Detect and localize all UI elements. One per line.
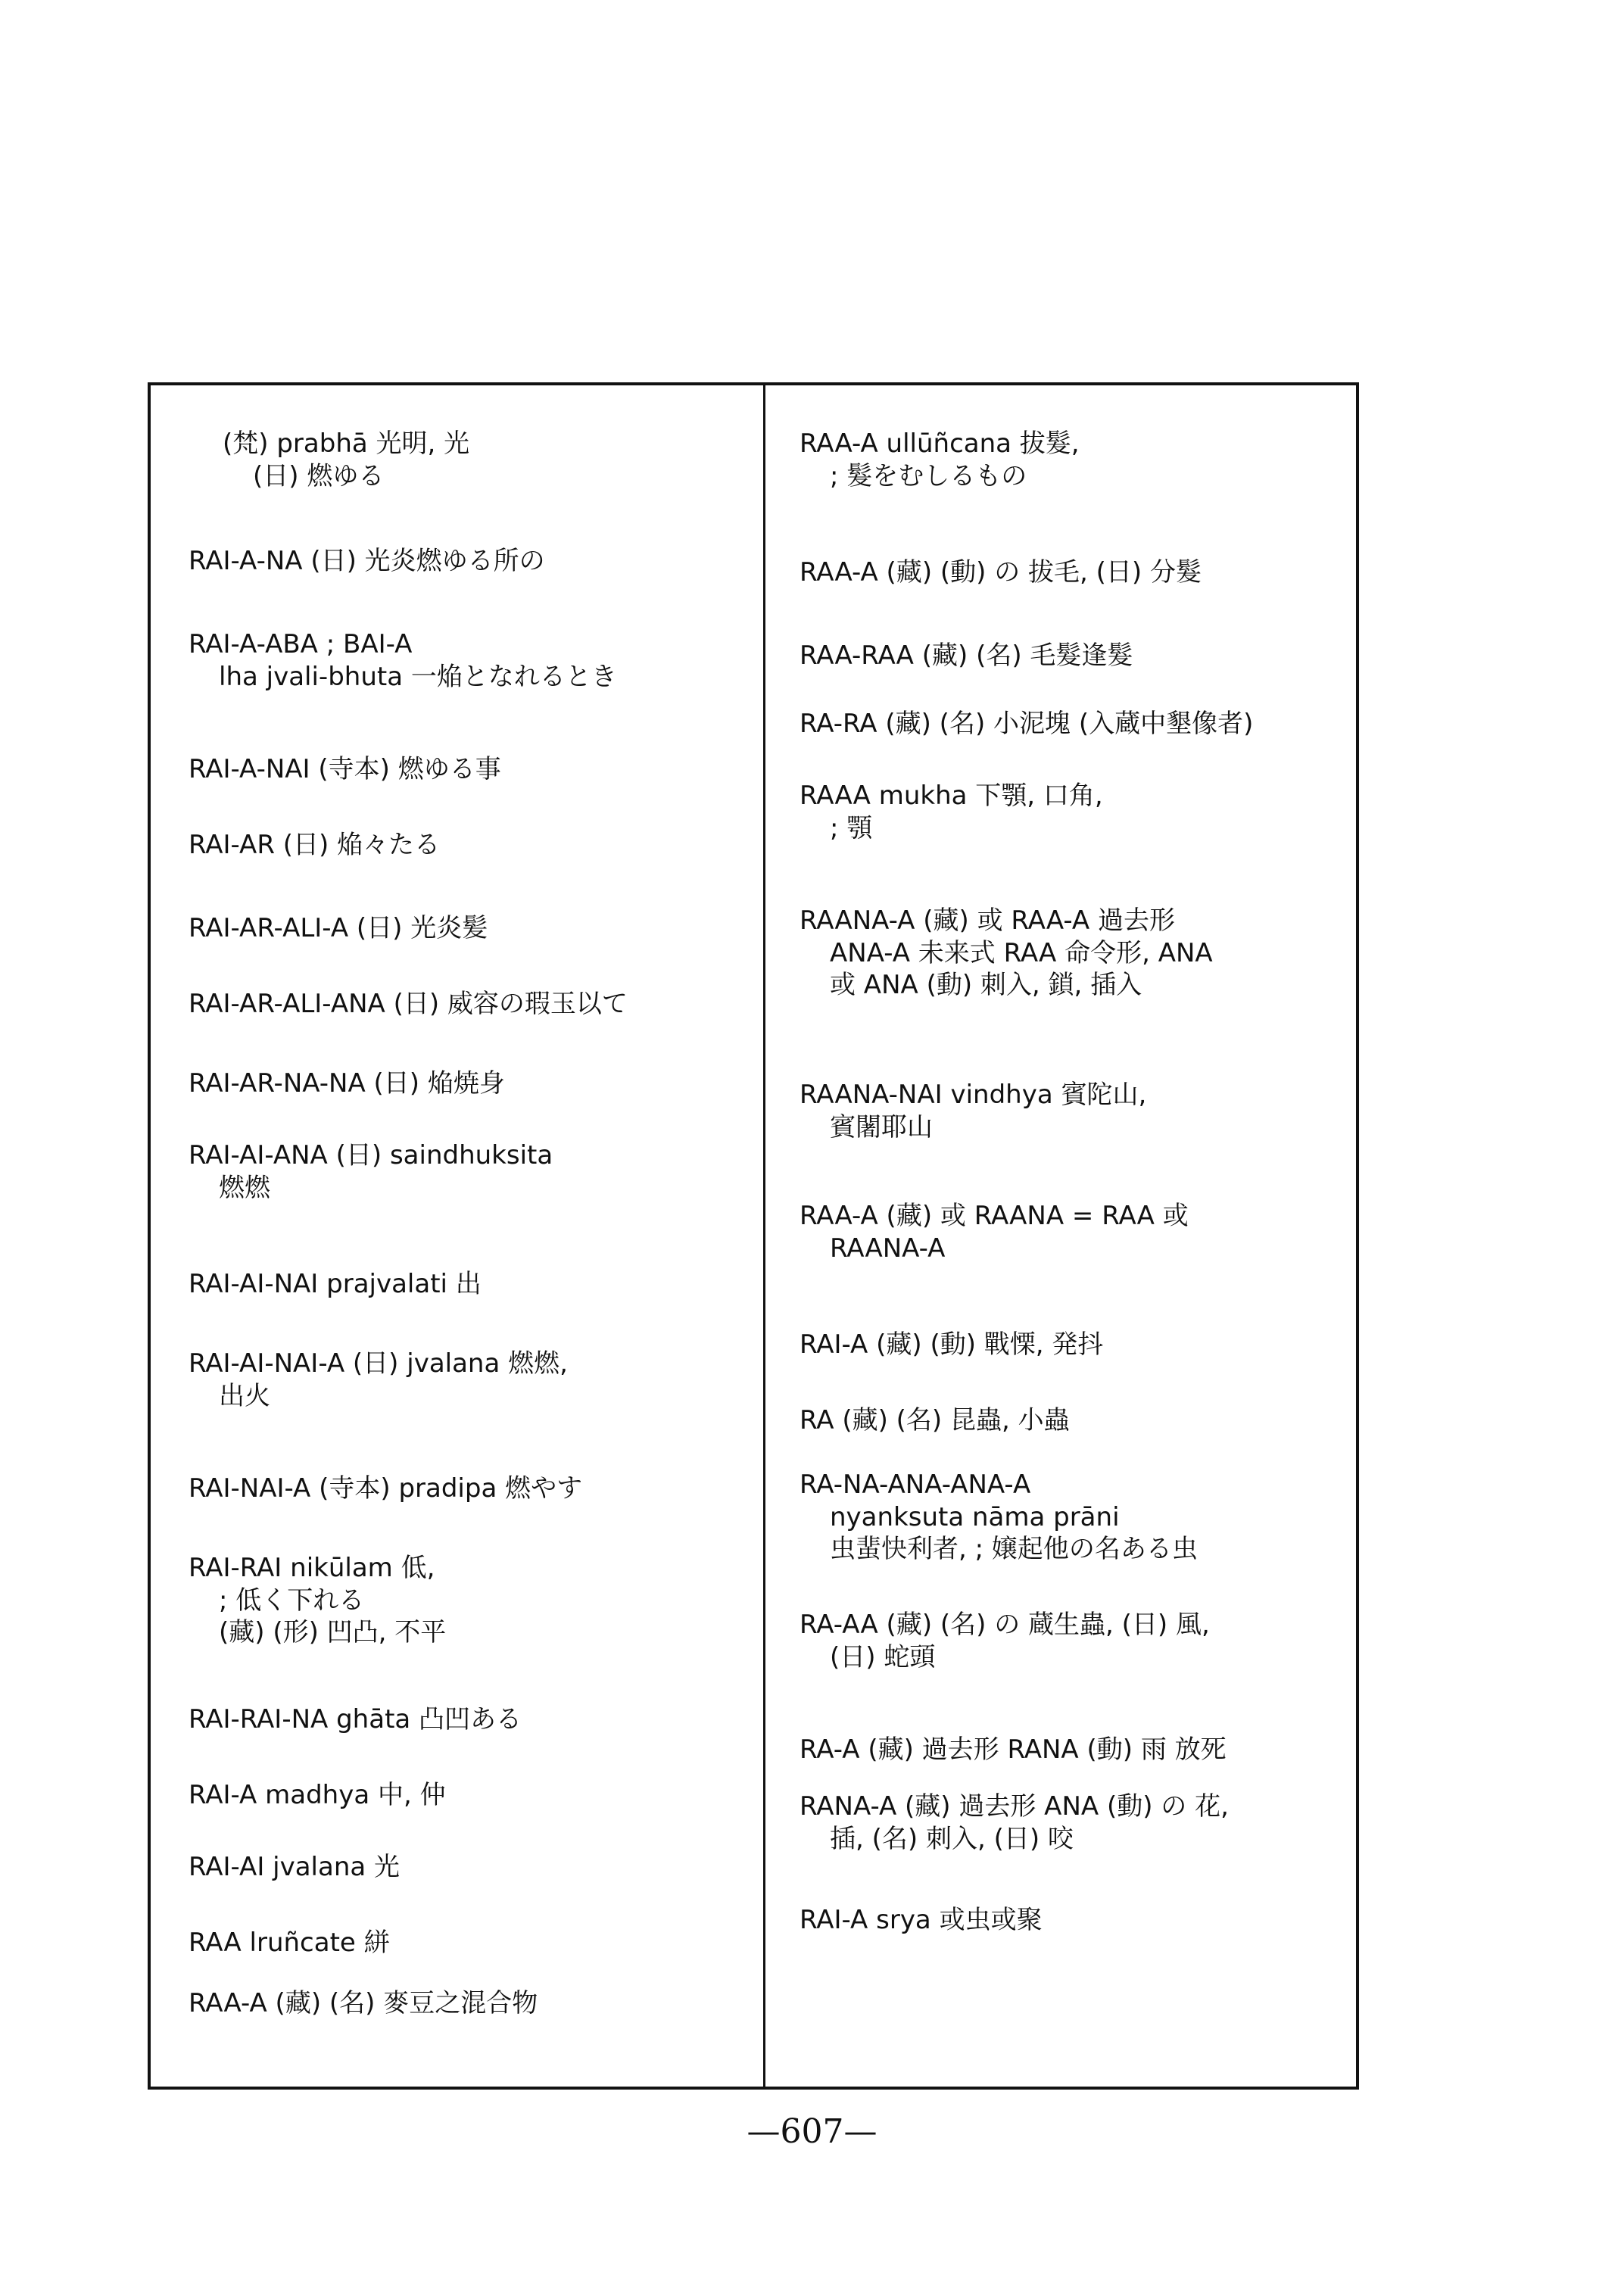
entry-line: ; 顎 xyxy=(830,812,873,843)
dictionary-entry xyxy=(151,428,763,492)
entry-line: RAI-AR-NA-NA (日) 焔焼身 xyxy=(189,1068,505,1099)
dictionary-entry xyxy=(151,988,763,1021)
entry-line: lha jvali-bhuta 一焔となれるとき xyxy=(219,661,617,692)
dictionary-entry xyxy=(765,1791,1356,1855)
entry-line: (日) 蛇頭 xyxy=(830,1641,936,1672)
dictionary-entry xyxy=(765,1734,1356,1766)
entry-line: 或 ANA (動) 刺入, 鎖, 插入 xyxy=(830,970,1142,1000)
entry-line: RAI-A srya 或虫或聚 xyxy=(800,1905,1043,1935)
entry-line: RAI-A (藏) (動) 戰慄, 発抖 xyxy=(800,1329,1104,1360)
dictionary-entry xyxy=(151,1987,763,2020)
dictionary-entry xyxy=(765,640,1356,672)
entry-line: RAA lruñcate 絣 xyxy=(189,1928,390,1958)
dictionary-entry xyxy=(765,708,1356,740)
dictionary-entry xyxy=(151,753,763,786)
entry-line: RAA-A (藏) (動) の 拔毛, (日) 分髮 xyxy=(800,557,1202,588)
entry-line: RA-NA-ANA-ANA-A xyxy=(800,1470,1031,1500)
dictionary-entry xyxy=(151,1268,763,1301)
entry-line: nyanksuta nāma prāni xyxy=(830,1501,1120,1532)
entry-line: RAI-AR-ALI-A (日) 光炎髪 xyxy=(189,913,488,943)
entry-line: RAI-AI-NAI-A (日) jvalana 燃燃, xyxy=(189,1348,568,1379)
entry-line: 出火 xyxy=(219,1380,270,1411)
entry-line: RA-AA (藏) (名) の 蔵生蟲, (日) 風, xyxy=(800,1610,1210,1640)
entry-line: 賓闍耶山 xyxy=(830,1111,933,1142)
entry-line: RAANA-A (藏) 或 RAA-A 過去形 xyxy=(800,905,1175,936)
page-number: —607— xyxy=(747,2112,877,2151)
entry-line: ANA-A 未来式 RAA 命令形, ANA xyxy=(830,937,1213,968)
entry-line: RAA-A ullūñcana 拔髮, xyxy=(800,429,1080,459)
dictionary-entry xyxy=(765,428,1356,492)
dictionary-entry xyxy=(151,1068,763,1100)
entry-line: (日) 燃ゆる xyxy=(253,460,385,491)
dictionary-entry xyxy=(151,1348,763,1412)
entry-line: 虫蜚快利者, ; 嬢起他の名ある虫 xyxy=(830,1534,1198,1564)
entry-line: RAI-A-NA (日) 光炎燃ゆる所の xyxy=(189,546,545,576)
dictionary-entry xyxy=(151,628,763,693)
dictionary-entry xyxy=(765,1404,1356,1437)
dictionary-entry xyxy=(151,1139,763,1204)
entry-line: RAANA-NAI vindhya 賓陀山, xyxy=(800,1080,1147,1110)
entry-line: RA (藏) (名) 昆蟲, 小蟲 xyxy=(800,1405,1070,1435)
entry-line: RAAA mukha 下顎, 口角, xyxy=(800,781,1103,811)
dictionary-entry xyxy=(765,780,1356,844)
dictionary-entry xyxy=(151,1927,763,1959)
entry-line: RA-A (藏) 過去形 RANA (動) 雨 放死 xyxy=(800,1735,1227,1765)
entry-line: (藏) (形) 凹凸, 不平 xyxy=(219,1617,447,1647)
entry-line: RANA-A (藏) 過去形 ANA (動) の 花, xyxy=(800,1791,1229,1822)
entry-line: RAI-AI-ANA (日) saindhuksita xyxy=(189,1140,553,1170)
entry-line: RAA-RAA (藏) (名) 毛髮逢髮 xyxy=(800,641,1133,671)
dictionary-entry xyxy=(151,1851,763,1884)
entry-line: RAI-A-NAI (寺本) 燃ゆる事 xyxy=(189,754,501,784)
entry-line: RAI-AR (日) 焔々たる xyxy=(189,830,441,860)
entry-line: RAI-A madhya 中, 仲 xyxy=(189,1780,446,1810)
dictionary-entry xyxy=(765,556,1356,589)
entry-line: RAI-AI jvalana 光 xyxy=(189,1852,401,1882)
entry-line: RAA-A (藏) (名) 麥豆之混合物 xyxy=(189,1988,538,2018)
dictionary-entry xyxy=(765,905,1356,1002)
entry-line: RAI-A-ABA ; BAI-A xyxy=(189,629,413,659)
dictionary-entry xyxy=(765,1079,1356,1143)
dictionary-entry xyxy=(151,1779,763,1812)
dictionary-entry xyxy=(765,1200,1356,1264)
right-column xyxy=(765,382,1356,2090)
dictionary-entry xyxy=(151,1473,763,1505)
dictionary-entry xyxy=(151,1552,763,1649)
dictionary-entry xyxy=(765,1609,1356,1673)
entry-line: RAI-NAI-A (寺本) pradipa 燃やす xyxy=(189,1473,583,1504)
entry-line: RAA-A (藏) 或 RAANA = RAA 或 xyxy=(800,1201,1189,1231)
entry-line: RAI-RAI-NA ghāta 凸凹ある xyxy=(189,1704,522,1735)
entry-line: ; 低く下れる xyxy=(219,1585,365,1616)
dictionary-entry xyxy=(151,1703,763,1736)
dictionary-entry xyxy=(765,1329,1356,1361)
entry-line: (梵) prabhā 光明, 光 xyxy=(223,429,470,459)
entry-line: RA-RA (藏) (名) 小泥塊 (入蔵中墾像者) xyxy=(800,709,1254,739)
dictionary-entry xyxy=(765,1469,1356,1566)
dictionary-entry xyxy=(765,1904,1356,1937)
entry-line: RAI-RAI nikūlam 低, xyxy=(189,1553,435,1583)
entry-line: RAI-AI-NAI prajvalati 出 xyxy=(189,1269,482,1299)
entry-line: ; 髮をむしるもの xyxy=(830,460,1027,491)
entry-line: 插, (名) 刺入, (日) 咬 xyxy=(830,1823,1074,1854)
left-column xyxy=(151,382,763,2090)
dictionary-entry xyxy=(151,829,763,862)
dictionary-entry xyxy=(151,545,763,578)
entry-line: RAI-AR-ALI-ANA (日) 威容の瑕玉以て xyxy=(189,989,628,1019)
entry-line: 燃燃 xyxy=(219,1172,270,1203)
dictionary-entry xyxy=(151,912,763,945)
entry-line: RAANA-A xyxy=(830,1233,946,1264)
